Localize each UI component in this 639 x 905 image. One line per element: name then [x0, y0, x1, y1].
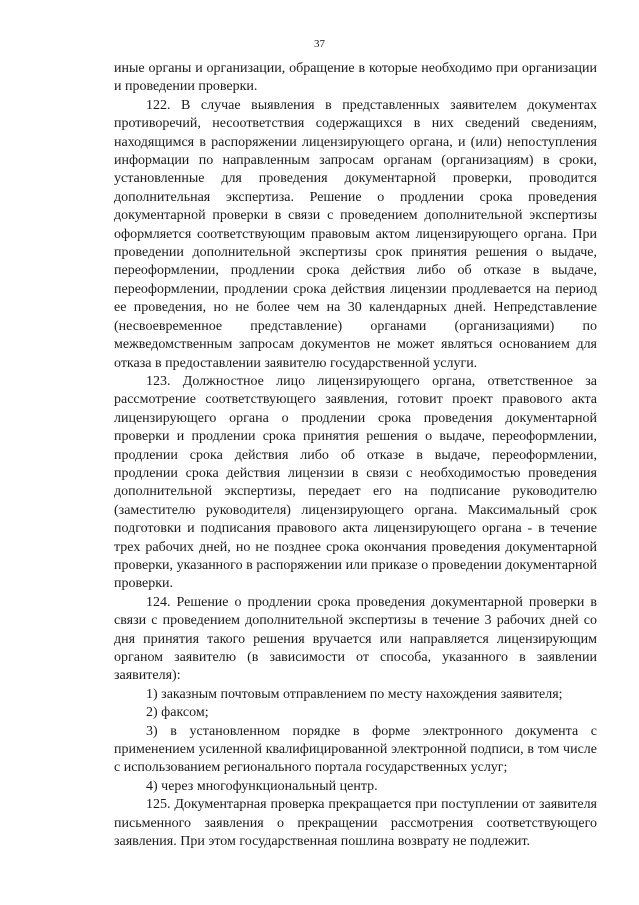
list-item-4: 4) через многофункциональный центр. [146, 778, 378, 794]
page-number: 37 [314, 38, 325, 50]
document-body [114, 60, 597, 851]
paragraph-124: 124. Решение о продлении срока проведения документарной проверки в связи с проведением дополнительной экспертизы в течение 3 рабочих дней со дня принятия такого решения вручается или направляется лицензирующим органом заявителю (в зависимости от способа, указанного в заявлении заявителя): [114, 594, 597, 684]
paragraph-122: 122. В случае выявления в представленных заявителем документах противоречий, несоответствия содержащихся в них сведений сведениям, находящимся в распоряжении лицензирующего органа, и (или) непоступления информации по направленным запросам органам (организациям) в сроки, установленные для проведения документарной проверки, проводится дополнительная экспертиза. Решение о продлении срока проведения документарной проверки в связи с проведением дополнительной экспертизы оформляется соответствующим правовым актом лицензирующего органа. При проведении дополнительной экспертизы срок принятия решения о выдаче, переоформлении, продлении срока действия либо об отказе в выдаче, переоформлении, продлении срока действия лицензии продлевается на период ее проведения, но не более чем на 30 календарных дней. Непредставление (несвоевременное представление) органами (организациями) по межведомственным запросам документов не может являться основанием для отказа в предоставлении заявителю государственной услуги. [114, 97, 597, 371]
list-item-2: 2) факсом; [146, 705, 209, 721]
paragraph-125: 125. Документарная проверка прекращается при поступлении от заявителя письменного заявления о прекращении рассмотрения соответствующего заявления. При этом государственная пошлина возврату не подлежит. [114, 797, 597, 850]
paragraph-continuation: иные органы и организации, обращение в которые необходимо при организации и проведении проверки. [114, 61, 597, 95]
list-item-3: 3) в установленном порядке в форме электронного документа с применением усиленной квалифицированной электронной подписи, в том числе с использованием регионального портала государственных услуг; [114, 723, 597, 776]
paragraph-123: 123. Должностное лицо лицензирующего органа, ответственное за рассмотрение соответствующего заявления, готовит проект правового акта лицензирующего органа о продлении срока проведения документарной проверки и продлении срока принятия решения о выдаче, переоформлении, продлении срока действия либо об отказе в выдаче, переоформлении, продлении срока действия лицензии в связи с необходимостью проведения дополнительной экспертизы, передает его на подписание руководителю (заместителю руководителя) лицензирующего органа. Максимальный срок подготовки и подписания правового акта лицензирующего органа - в течение трех рабочих дней, но не позднее срока окончания проведения документарной проверки, указанного в распоряжении или приказе о проведении документарной проверки. [114, 373, 597, 592]
list-item-1: 1) заказным почтовым отправлением по месту нахождения заявителя; [146, 686, 563, 702]
